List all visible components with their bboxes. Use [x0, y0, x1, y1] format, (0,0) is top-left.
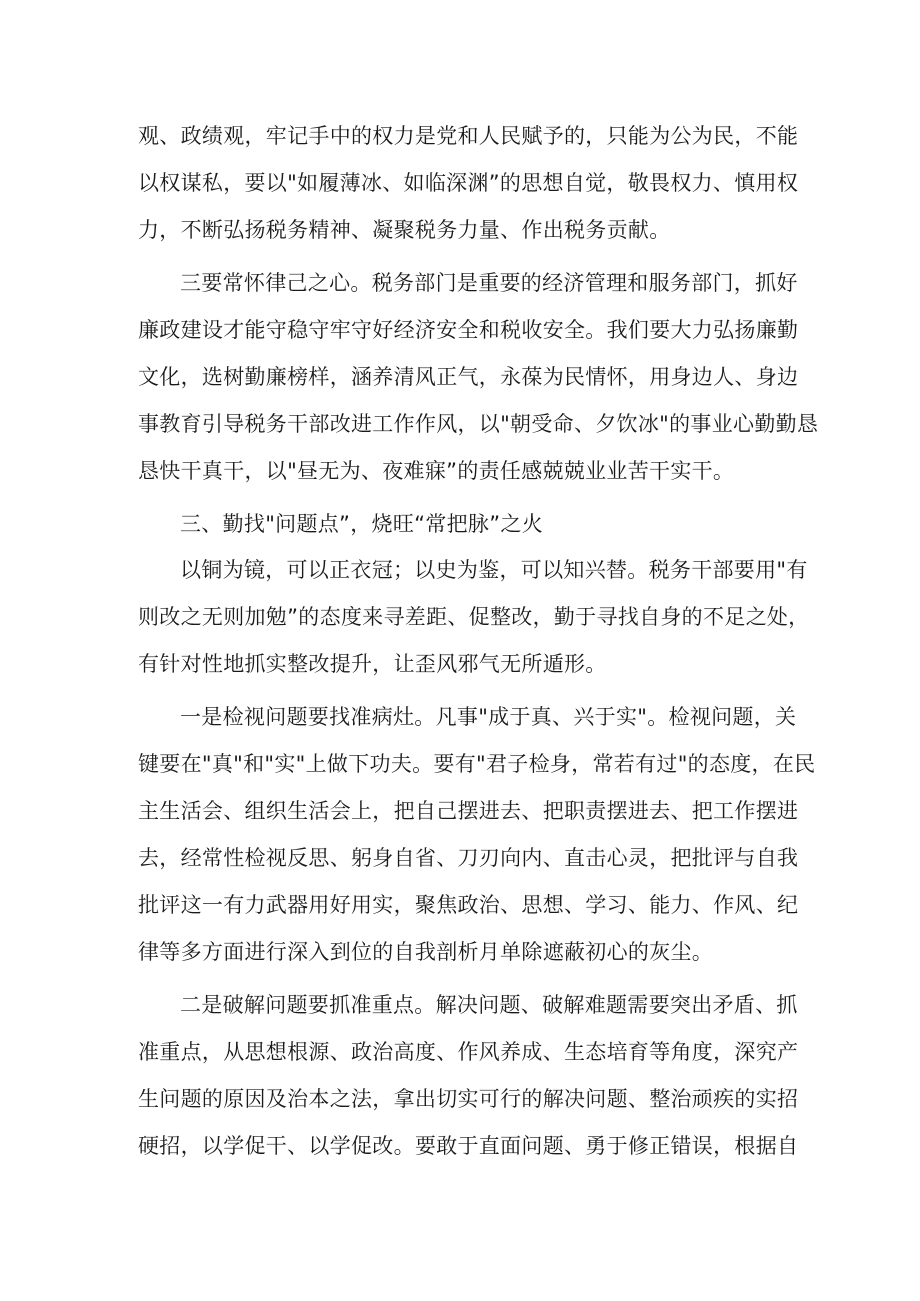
text-line: 准重点，从思想根源、政治高度、作风养成、生态培育等角度，深究产 — [138, 1040, 799, 1064]
text-line: 主生活会、组织生活会上，把自己摆进去、把职责摆进去、把工作摆进 — [138, 799, 799, 823]
text-line: 键要在"真"和"实"上做下功夫。要有"君子检身，常若有过"的态度，在民 — [138, 752, 816, 776]
text-line: 去，经常性检视反思、躬身自省、刀刃向内、直击心灵，把批评与自我 — [138, 846, 799, 870]
text-line: 廉政建设才能守稳守牢守好经济安全和税收安全。我们要大力弘扬廉勤 — [138, 318, 799, 342]
text-line: 有针对性地抓实整改提升，让歪风邪气无所遁形。 — [138, 652, 607, 676]
text-line: 生问题的原因及治本之法，拿出切实可行的解决问题、整治顽疾的实招 — [138, 1087, 799, 1111]
paragraph-start-line: 一是检视问题要找准病灶。凡事"成于真、兴于实"。检视问题，关 — [180, 705, 797, 729]
text-line: 硬招，以学促干、以学促改。要敢于直面问题、勇于修正错误，根据自 — [138, 1134, 799, 1158]
section-heading: 三、勤找"问题点”，烧旺“常把脉”之火 — [180, 512, 543, 536]
paragraph-start-line: 以铜为镜，可以正衣冠；以史为鉴，可以知兴替。税务干部要用"有 — [180, 558, 808, 582]
text-line: 则改之无则加勉”的态度来寻差距、促整改，勤于寻找自身的不足之处， — [138, 605, 810, 629]
text-line: 文化，选树勤廉榜样，涵养清风正气，永葆为民情怀，用身边人、身边 — [138, 365, 799, 389]
text-line: 事教育引导税务干部改进工作作风，以"朝受命、夕饮冰"的事业心勤勤恳 — [138, 412, 819, 436]
text-line: 恳快干真干，以"昼无为、夜难寐”的责任感兢兢业业苦干实干。 — [138, 459, 735, 483]
text-line: 以权谋私，要以"如履薄冰、如临深渊”的思想自觉，敬畏权力、慎用权 — [138, 171, 799, 195]
text-line: 律等多方面进行深入到位的自我剖析月单除遮蔽初心的灰尘。 — [138, 940, 714, 964]
paragraph-start-line: 三要常怀律己之心。税务部门是重要的经济管理和服务部门，抓好 — [180, 271, 798, 295]
paragraph-start-line: 二是破解问题要抓准重点。解决问题、破解难题需要突出矛盾、抓 — [180, 993, 798, 1017]
text-line: 力，不断弘扬税务精神、凝聚税务力量、作出税务贡献。 — [138, 218, 671, 242]
text-line: 批评这一有力武器用好用实，聚焦政治、思想、学习、能力、作风、纪 — [138, 893, 799, 917]
text-line: 观、政绩观，牢记手中的权力是党和人民赋予的，只能为公为民，不能 — [138, 124, 799, 148]
